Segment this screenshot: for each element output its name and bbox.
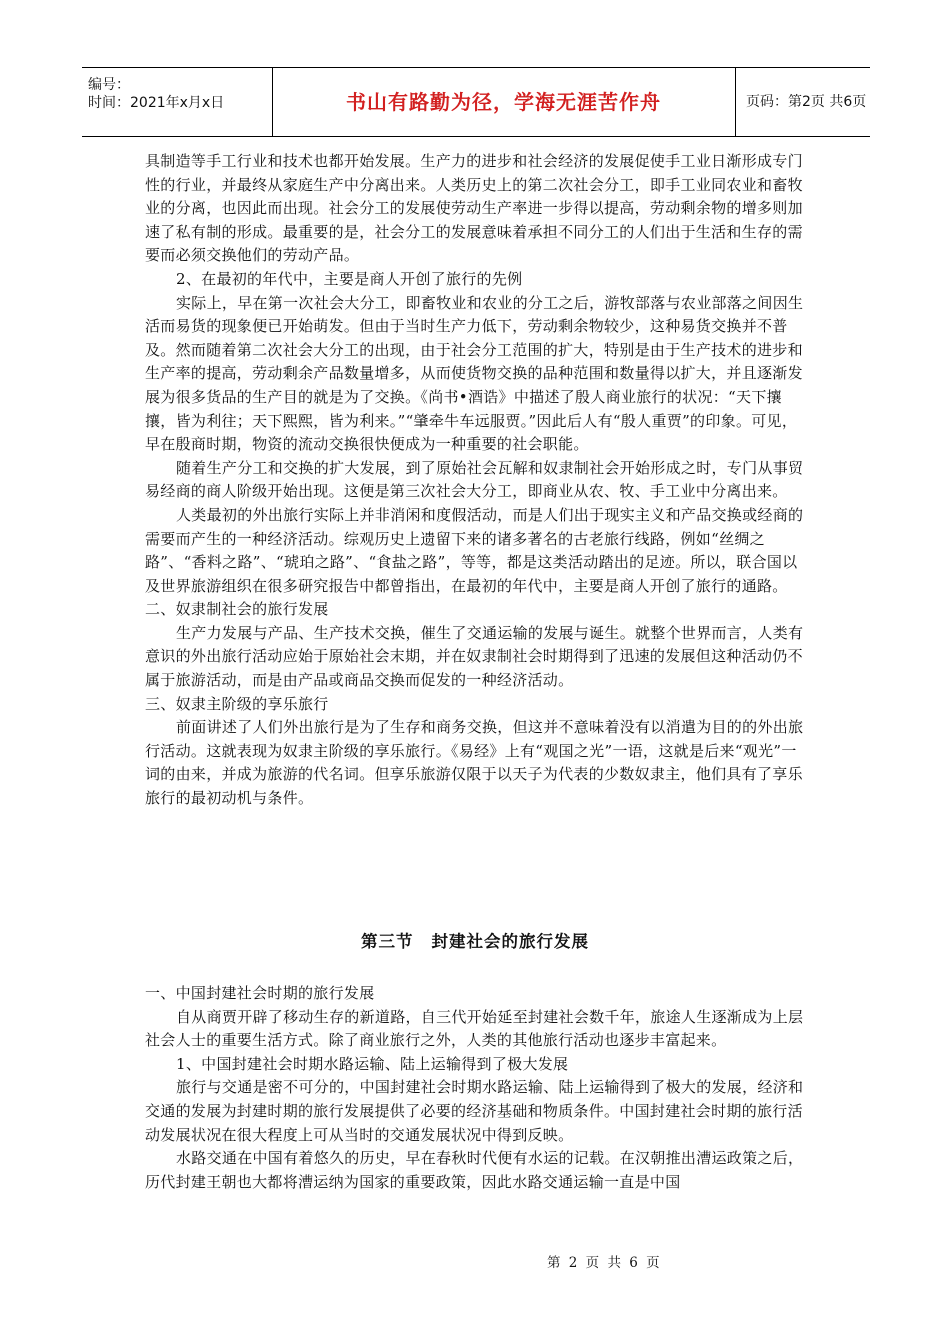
body-text-part1 [145,150,805,811]
subheading-merchants: 2、在最初的年代中，主要是商人开创了旅行的先例 [176,269,523,288]
paragraph-4: 随着生产分工和交换的扩大发展，到了原始社会瓦解和奴隶制社会开始形成之时，专门从事贸易经商的商人阶级开始出现。这便是第三次社会大分工，即商业从农、牧、手工业中分离出来。 [145,458,804,501]
header-meta [82,68,273,136]
paragraph-feudal-intro: 自从商贾开辟了移动生存的新道路，自三代开始延至封建社会数千年，旅途人生逐渐成为上层社会人士的重要生活方式。除了商业旅行之外，人类的其他旅行活动也逐步丰富起来。 [145,1007,804,1050]
heading-feudal-china: 一、中国封建社会时期的旅行发展 [145,984,375,1002]
section-title [145,928,805,952]
section-number: 第三节 [361,932,414,951]
page-header [82,67,870,137]
header-motto: 书山有路勤为径，学海无涯苦作舟 [272,68,736,136]
document-time-label: 时间：2021年x月x日 [88,95,225,111]
paragraph-5: 人类最初的外出旅行实际上并非消闲和度假活动，而是人们出于现实主义和产品交换或经商的需要而产生的一种经济活动。综观历史上遗留下来的诸多著名的古老旅行线路，例如“丝绸之路”、“香料之路”、“琥珀之路”、“食盐之路”，等等，都是这类活动踏出的足迹。所以，联合国以及世界旅游组织在很多研究报告中都曾指出，在最初的年代中，主要是商人开创了旅行的通路。 [145,505,804,595]
paragraph-water-transport: 水路交通在中国有着悠久的历史，早在春秋时代便有水运的记载。在汉朝推出漕运政策之后，历代封建王朝也大都将漕运纳为国家的重要政策，因此水路交通运输一直是中国 [145,1149,804,1191]
body-text-part2 [145,982,805,1194]
section-name: 封建社会的旅行发展 [431,932,589,951]
heading-slavery-travel: 二、奴隶制社会的旅行发展 [145,600,329,619]
paragraph-7: 生产力发展与产品、生产技术交换，催生了交通运输的发展与诞生。就整个世界而言，人类有意识的外出旅行活动应始于原始社会末期，并在奴隶制社会时期得到了迅速的发展但这种活动仍不属于旅游活动，而是由产品或商品交换而促发的一种经济活动。 [145,623,804,690]
paragraph-1: 具制造等手工行业和技术也都开始发展。生产力的进步和社会经济的发展促使手工业日渐形成专门性的行业，并最终从家庭生产中分离出来。人类历史上的第二次社会分工，即手工业同农业和畜牧业的分离，也因此而出现。社会分工的发展使劳动生产率进一步得以提高，劳动剩余物的增多则加速了私有制的形成。最重要的是，社会分工的发展意味着承担不同分工的人们出于生活和生存的需要而必须交换他们的劳动产品。 [145,152,803,265]
paragraph-9: 前面讲述了人们外出旅行是为了生存和商务交换，但这并不意味着没有以消遣为目的的外出旅行活动。这就表现为奴隶主阶级的享乐旅行。《易经》上有“观国之光”一语，这就是后来“观光”一词的由来，并成为旅游的代名词。但享乐旅游仅限于以天子为代表的少数奴隶主，他们具有了享乐旅行的最初动机与条件。 [145,718,804,808]
heading-slave-owner-travel: 三、奴隶主阶级的享乐旅行 [145,694,329,713]
paragraph-transport: 旅行与交通是密不可分的，中国封建社会时期水路运输、陆上运输得到了极大的发展，经济和交通的发展为封建时期的旅行发展提供了必要的经济基础和物质条件。中国封建社会时期的旅行活动发展状况在很大程度上可从当时的交通发展状况中得到反映。 [145,1078,804,1144]
document-number-label: 编号： [88,77,130,93]
subheading-transport: 1、中国封建社会时期水路运输、陆上运输得到了极大发展 [176,1054,569,1073]
header-page-info: 页码：第2页 共6页 [746,94,867,110]
paragraph-3: 实际上，早在第一次社会大分工，即畜牧业和农业的分工之后，游牧部落与农业部落之间因生活而易货的现象便已开始萌发。但由于当时生产力低下，劳动剩余物较少，这种易货交换并不普及。然而随着第二次社会大分工的出现，由于社会分工范围的扩大，特别是由于生产技术的进步和生产率的提高，劳动剩余产品数量增多，从而使货物交换的品种范围和数量得以扩大，并且逐渐发展为很多货品的生产目的就是为了交换。《尚书•酒诰》中描述了殷人商业旅行的状况：“天下攘攘，皆为利往；天下熙熙，皆为利来。”“肇牵牛车远服贾。”因此后人有“殷人重贾”的印象。可见，早在殷商时期，物资的流动交换很快便成为一种重要的社会职能。 [145,293,804,454]
footer-page-number: 第 2 页 共 6 页 [547,1255,662,1271]
